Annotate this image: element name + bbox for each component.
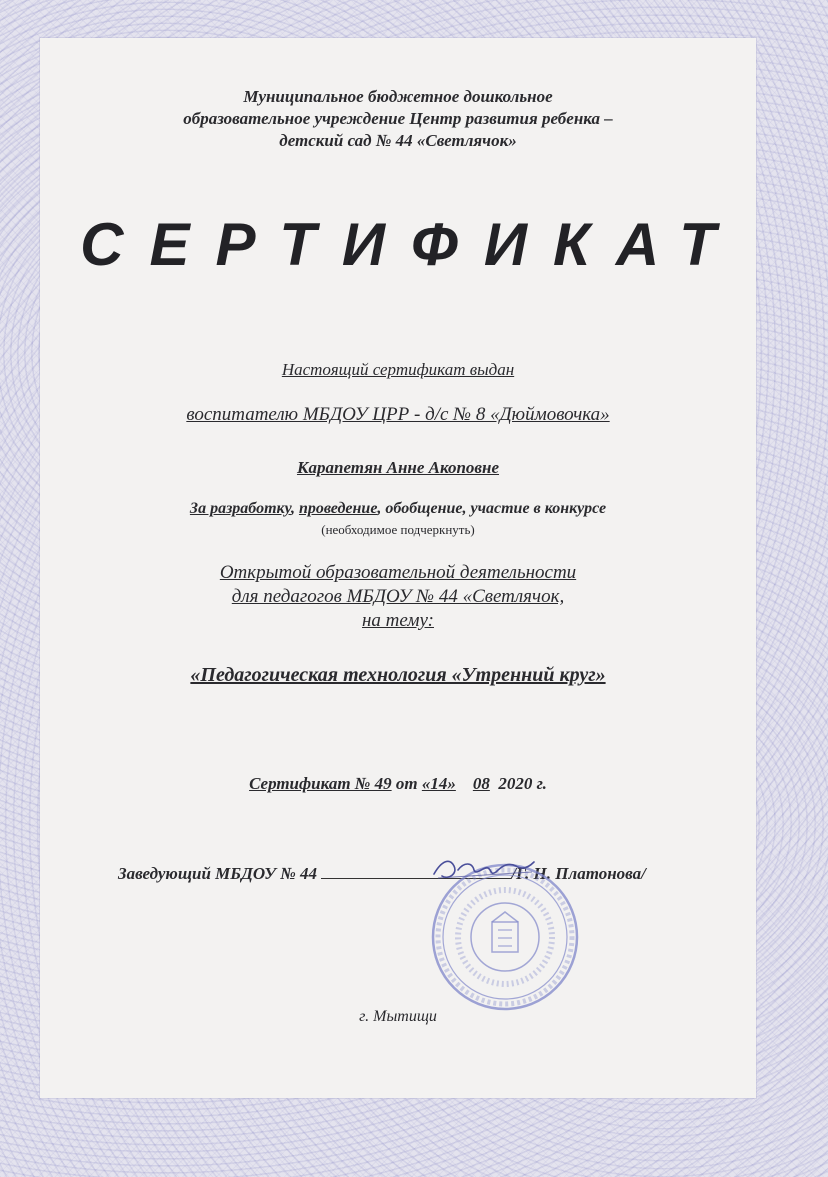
institution-line-1: Муниципальное бюджетное дошкольное (243, 87, 553, 106)
certificate-title: СЕРТИФИКАТ (80, 211, 742, 278)
underline-note: (необходимое подчеркнуть) (321, 522, 475, 537)
certificate-year: 2020 г. (498, 774, 547, 793)
institution-line-3: детский сад № 44 «Светлячок» (279, 131, 517, 150)
certificate-number (40, 774, 756, 794)
city: г. Мытищи (359, 1008, 437, 1025)
recipient-role: воспитателю МБДОУ ЦРР - д/с № 8 «Дюймовочка» (186, 404, 610, 425)
issued-text: Настоящий сертификат выдан (281, 360, 515, 379)
institution-header (40, 86, 756, 152)
certificate-number-label: Сертификат № 49 (249, 774, 392, 793)
reason-conducting: проведение (298, 500, 378, 517)
topic-title: «Педагогическая технология «Утренний круг» (190, 664, 606, 686)
event-line-1: Открытой образовательной деятельности (219, 562, 577, 583)
head-name: /Г. Н. Платонова/ (511, 864, 646, 883)
handwritten-signature-icon (428, 852, 538, 886)
reason-rest: , обобщение, участие в конкурсе (377, 500, 607, 517)
event-line-2: для педагогов МБДОУ № 44 «Светлячок, (231, 586, 565, 607)
head-title: Заведующий МБДОУ № 44 (118, 864, 322, 883)
award-reason (40, 500, 756, 518)
certificate-day: «14» (421, 774, 456, 793)
recipient-name: Карапетян Анне Акоповне (296, 458, 500, 477)
reason-separator-1: , (290, 500, 299, 517)
event-line-3: на тему: (362, 610, 434, 631)
reason-development: За разработку (189, 500, 291, 517)
certificate-month: 08 (472, 774, 490, 793)
certificate-body (40, 38, 756, 1098)
institution-line-2: образовательное учреждение Центр развития ребенка – (183, 109, 613, 128)
certificate-number-from: от (391, 774, 422, 793)
